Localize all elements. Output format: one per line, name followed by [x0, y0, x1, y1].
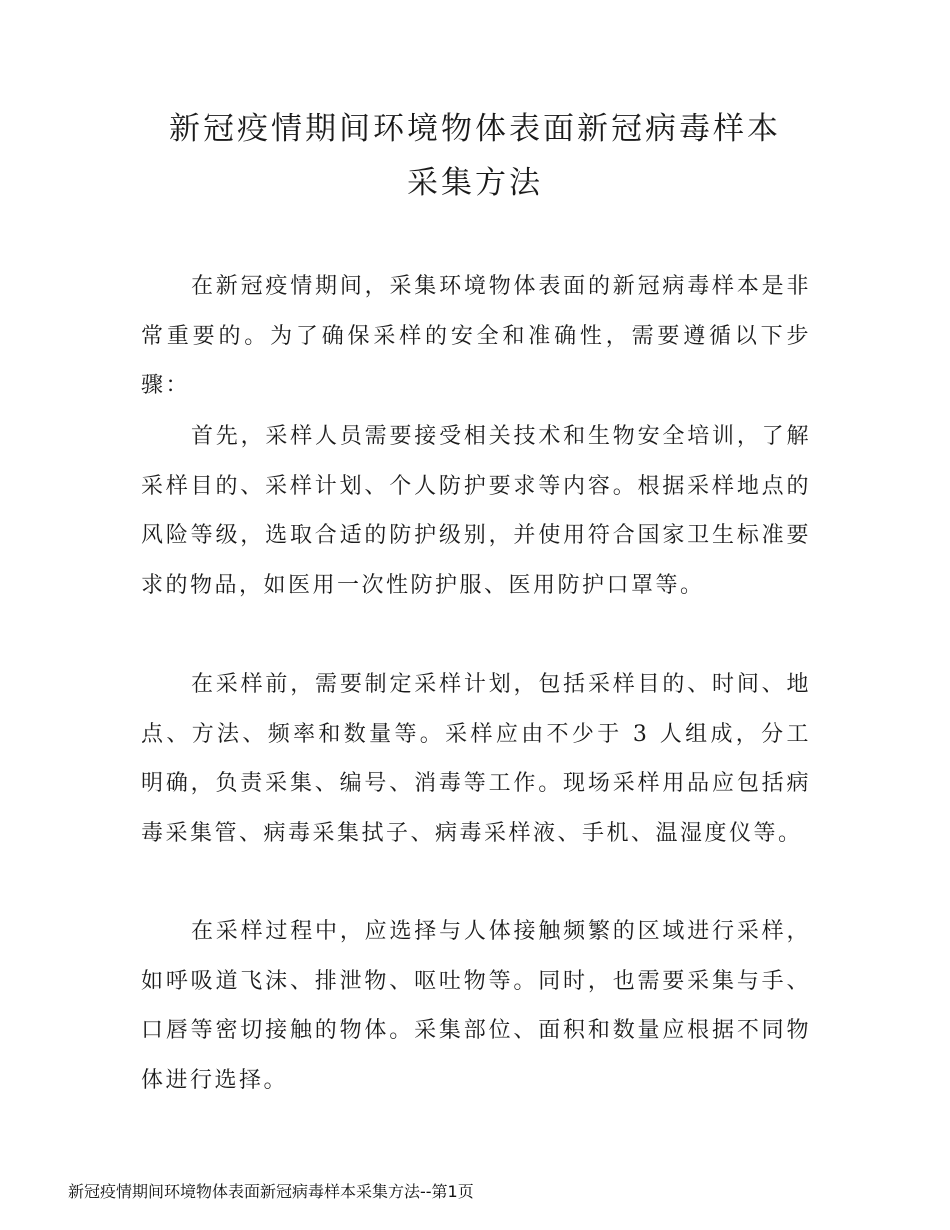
paragraph-sampling-process: 在采样过程中，应选择与人体接触频繁的区域进行采样，如呼吸道飞沫、排泄物、呕吐物等。同时，也需要采集与手、口唇等密切接触的物体。采集部位、面积和数量应根据不同物体进行选择。 [141, 919, 811, 1093]
paragraph-training: 首先，采样人员需要接受相关技术和生物安全培训，了解采样目的、采样计划、个人防护要求等内容。根据采样地点的风险等级，选取合适的防护级别，并使用符合国家卫生标准要求的物品，如医用一次性防护服、医用防护口罩等。 [141, 424, 811, 598]
paragraph-intro: 在新冠疫情期间，采集环境物体表面的新冠病毒样本是非常重要的。为了确保采样的安全和准确性，需要遵循以下步骤： [141, 274, 811, 398]
document-title [140, 102, 810, 210]
title-line-1: 新冠疫情期间环境物体表面新冠病毒样本 [169, 111, 781, 147]
title-line-2: 采集方法 [407, 165, 543, 201]
paragraph-planning: 在采样前，需要制定采样计划，包括采样目的、时间、地点、方法、频率和数量等。采样应由不少于 3 人组成，分工明确，负责采集、编号、消毒等工作。现场采样用品应包括病毒采集管、病毒采集拭子、病毒采样液、手机、温湿度仪等。 [141, 672, 811, 846]
page-footer: 新冠疫情期间环境物体表面新冠病毒样本采集方法--第1页 [68, 1182, 474, 1201]
